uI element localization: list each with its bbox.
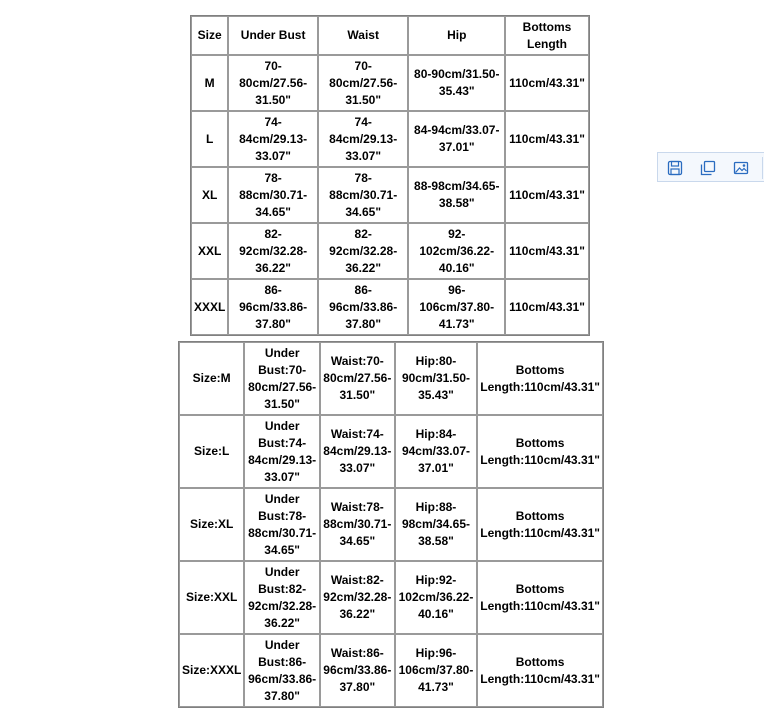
under-bust-cell: 74-84cm/29.13-33.07" xyxy=(228,111,318,167)
under-bust-cell: Under Bust:70-80cm/27.56-31.50" xyxy=(244,342,320,415)
bottoms-length-cell: 110cm/43.31" xyxy=(505,111,589,167)
under-bust-cell: Under Bust:74-84cm/29.13-33.07" xyxy=(244,415,320,488)
waist-cell: Waist:82-92cm/32.28-36.22" xyxy=(320,561,395,634)
size-cell: Size:L xyxy=(179,415,244,488)
size-cell: Size:XXXL xyxy=(179,634,244,707)
bottoms-length-cell: 110cm/43.31" xyxy=(505,55,589,111)
size-cell: M xyxy=(191,55,228,111)
size-cell: Size:XL xyxy=(179,488,244,561)
hip-cell: Hip:92-102cm/36.22-40.16" xyxy=(395,561,478,634)
bottoms-length-cell: Bottoms Length:110cm/43.31" xyxy=(477,415,603,488)
hip-cell: 96-106cm/37.80-41.73" xyxy=(408,279,505,335)
bottoms-length-cell: Bottoms Length:110cm/43.31" xyxy=(477,561,603,634)
under-bust-cell: 82-92cm/32.28-36.22" xyxy=(228,223,318,279)
save-button[interactable] xyxy=(665,158,685,178)
table-row xyxy=(179,342,603,415)
table-row xyxy=(179,415,603,488)
waist-cell: 70-80cm/27.56-31.50" xyxy=(318,55,409,111)
size-cell: L xyxy=(191,111,228,167)
hip-cell: Hip:80-90cm/31.50-35.43" xyxy=(395,342,478,415)
bottoms-length-cell: Bottoms Length:110cm/43.31" xyxy=(477,488,603,561)
floating-toolbar xyxy=(657,152,764,182)
under-bust-cell: Under Bust:78-88cm/30.71-34.65" xyxy=(244,488,320,561)
waist-cell: 74-84cm/29.13-33.07" xyxy=(318,111,409,167)
table-row xyxy=(179,488,603,561)
hip-cell: 80-90cm/31.50-35.43" xyxy=(408,55,505,111)
labeled-size-chart-table xyxy=(178,341,604,708)
copy-icon xyxy=(700,160,716,176)
copy-button[interactable] xyxy=(698,158,718,178)
table-row xyxy=(191,279,589,335)
table-row xyxy=(191,223,589,279)
save-icon xyxy=(667,160,683,176)
under-bust-cell: 86-96cm/33.86-37.80" xyxy=(228,279,318,335)
image-button[interactable] xyxy=(731,158,751,178)
header-cell: Waist xyxy=(318,16,409,55)
image-icon xyxy=(733,160,749,176)
under-bust-cell: 78-88cm/30.71-34.65" xyxy=(228,167,318,223)
under-bust-cell: Under Bust:86-96cm/33.86-37.80" xyxy=(244,634,320,707)
hip-cell: 92-102cm/36.22-40.16" xyxy=(408,223,505,279)
header-cell: Hip xyxy=(408,16,505,55)
table-header-row xyxy=(191,16,589,55)
size-cell: XXL xyxy=(191,223,228,279)
table-row xyxy=(179,634,603,707)
bottoms-length-cell: Bottoms Length:110cm/43.31" xyxy=(477,634,603,707)
table-row xyxy=(191,167,589,223)
header-cell: Under Bust xyxy=(228,16,318,55)
under-bust-cell: 70-80cm/27.56-31.50" xyxy=(228,55,318,111)
table-row xyxy=(179,561,603,634)
hip-cell: Hip:84-94cm/33.07-37.01" xyxy=(395,415,478,488)
hip-cell: Hip:88-98cm/34.65-38.58" xyxy=(395,488,478,561)
table-row xyxy=(191,111,589,167)
size-cell: Size:M xyxy=(179,342,244,415)
bottoms-length-cell: 110cm/43.31" xyxy=(505,223,589,279)
size-cell: Size:XXL xyxy=(179,561,244,634)
waist-cell: Waist:78-88cm/30.71-34.65" xyxy=(320,488,395,561)
waist-cell: Waist:70-80cm/27.56-31.50" xyxy=(320,342,395,415)
hip-cell: Hip:96-106cm/37.80-41.73" xyxy=(395,634,478,707)
size-chart-table xyxy=(190,15,590,336)
header-cell: Size xyxy=(191,16,228,55)
under-bust-cell: Under Bust:82-92cm/32.28-36.22" xyxy=(244,561,320,634)
bottoms-length-cell: 110cm/43.31" xyxy=(505,279,589,335)
table-row xyxy=(191,55,589,111)
waist-cell: 86-96cm/33.86-37.80" xyxy=(318,279,409,335)
bottoms-length-cell: 110cm/43.31" xyxy=(505,167,589,223)
waist-cell: Waist:74-84cm/29.13-33.07" xyxy=(320,415,395,488)
header-cell: Bottoms Length xyxy=(505,16,589,55)
bottoms-length-cell: Bottoms Length:110cm/43.31" xyxy=(477,342,603,415)
waist-cell: Waist:86-96cm/33.86-37.80" xyxy=(320,634,395,707)
hip-cell: 88-98cm/34.65-38.58" xyxy=(408,167,505,223)
hip-cell: 84-94cm/33.07-37.01" xyxy=(408,111,505,167)
toolbar-divider xyxy=(762,157,763,179)
size-cell: XXXL xyxy=(191,279,228,335)
size-cell: XL xyxy=(191,167,228,223)
waist-cell: 78-88cm/30.71-34.65" xyxy=(318,167,409,223)
waist-cell: 82-92cm/32.28-36.22" xyxy=(318,223,409,279)
